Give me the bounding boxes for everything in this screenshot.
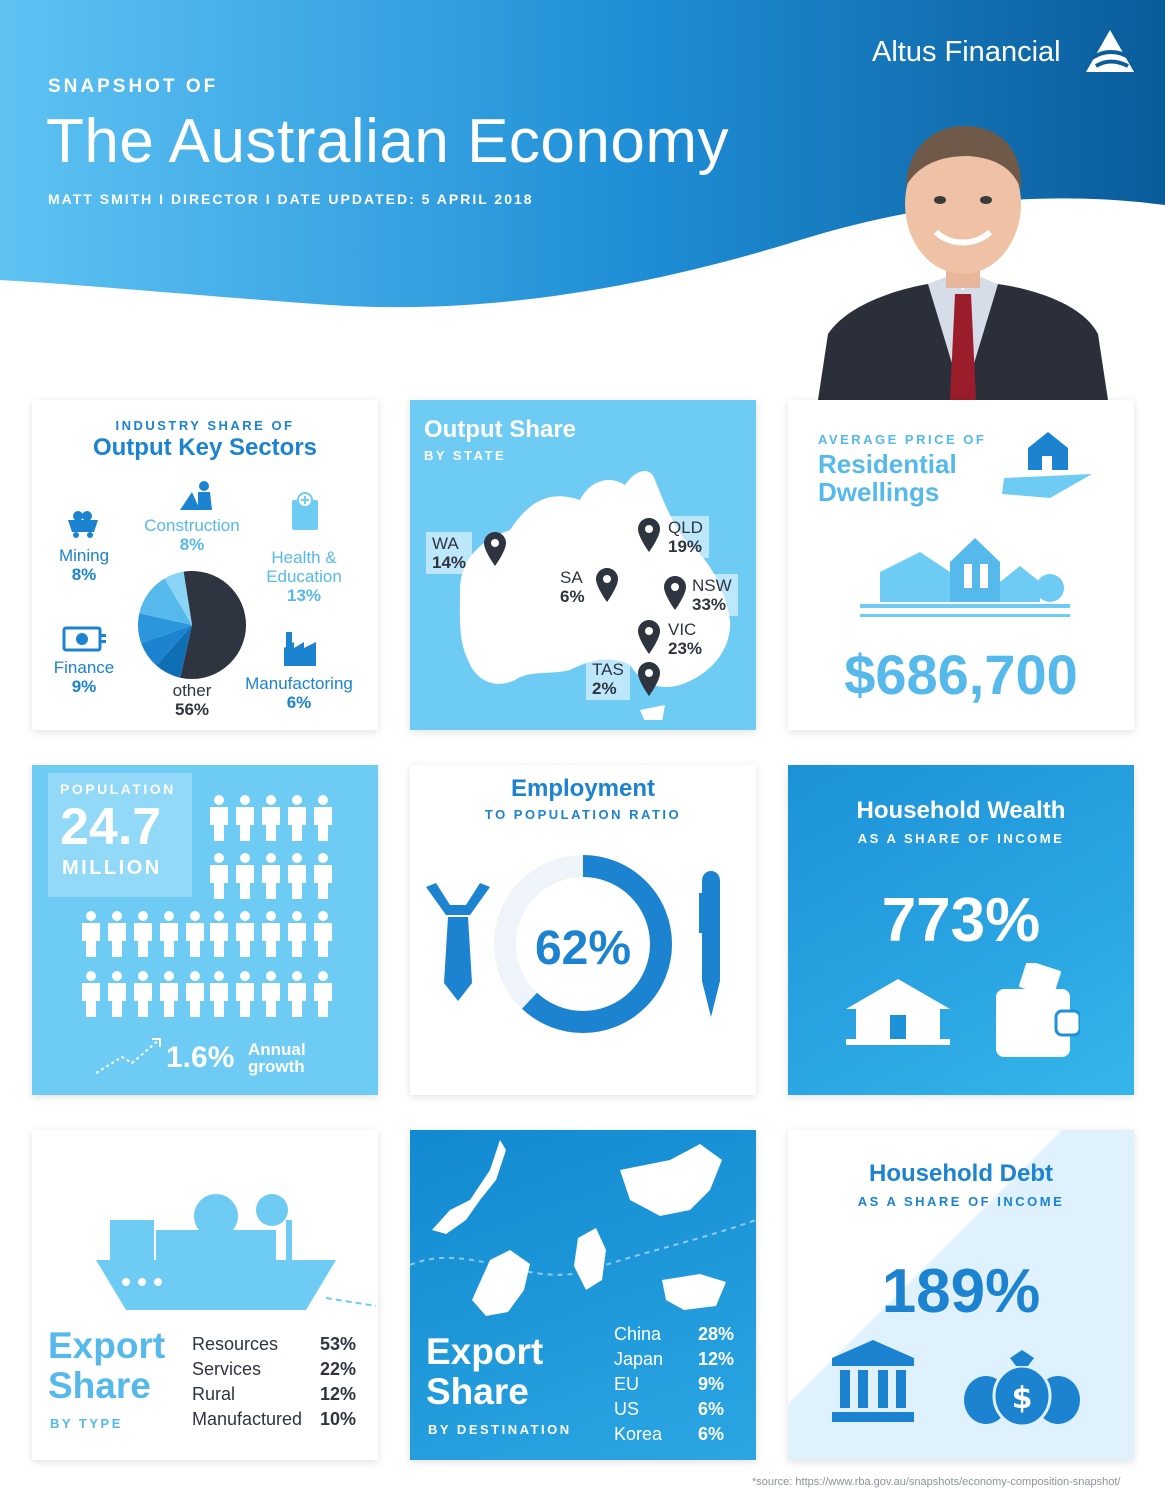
export-dest-subtitle: BY DESTINATION <box>428 1422 572 1437</box>
map-pin-icon <box>664 576 686 610</box>
person-icon <box>236 853 254 899</box>
wealth-title: Household Wealth <box>856 797 1066 824</box>
wealth-card <box>788 765 1134 1095</box>
money-bags-icon <box>964 1344 1080 1426</box>
pen-icon <box>696 871 726 1021</box>
page-title: The Australian Economy <box>46 107 730 176</box>
map-pin-icon <box>638 662 660 696</box>
houses-illustration <box>860 532 1070 632</box>
person-icon <box>160 971 178 1017</box>
debt-value: 189% <box>881 1257 1041 1326</box>
export-dest-row: EU 9% <box>614 1374 725 1394</box>
finance-cash-icon <box>62 624 108 654</box>
export-type-row: Resources 53% <box>192 1334 357 1354</box>
person-icon <box>314 911 332 957</box>
export-type-row: Services 22% <box>192 1359 357 1379</box>
person-icon <box>210 795 228 841</box>
person-icon <box>314 971 332 1017</box>
industry-pie-chart <box>137 560 247 690</box>
person-icon <box>108 911 126 957</box>
byline: MATT SMITH I DIRECTOR I DATE UPDATED: 5 APRIL 2018 <box>48 191 534 207</box>
map-pin-icon <box>596 568 618 602</box>
person-icon <box>236 795 254 841</box>
dwellings-price: $686,700 <box>844 643 1078 706</box>
person-icon <box>134 971 152 1017</box>
employment-title: Employment <box>510 775 656 802</box>
map-pin-icon <box>638 620 660 654</box>
export-type-subtitle: BY TYPE <box>50 1416 123 1431</box>
export-dest-list <box>614 1322 734 1447</box>
export-type-row: Rural 12% <box>192 1384 357 1404</box>
sector-other: other 56% <box>172 681 212 719</box>
output-state-card <box>410 400 756 730</box>
person-icon <box>288 795 306 841</box>
population-card <box>32 765 378 1095</box>
population-unit: MILLION <box>62 857 162 879</box>
world-regions-map <box>410 1130 756 1330</box>
person-icon <box>262 795 280 841</box>
state-vic: VIC 23% <box>662 618 708 660</box>
bank-icon <box>832 1340 914 1422</box>
person-icon <box>82 911 100 957</box>
export-type-row: Manufactured 10% <box>192 1409 357 1429</box>
export-type-list <box>192 1332 356 1432</box>
source-note: *source: https://www.rba.gov.au/snapshots/economy-composition-snapshot/ <box>752 1476 1121 1488</box>
person-icon <box>134 911 152 957</box>
export-dest-row: US 6% <box>614 1399 725 1419</box>
person-icon <box>210 971 228 1017</box>
state-tas: TAS 2% <box>586 658 630 700</box>
population-value: 24.7 <box>60 798 162 856</box>
export-type-title: Export Share <box>48 1325 166 1406</box>
necktie-icon <box>426 883 490 1005</box>
state-nsw: NSW 33% <box>686 574 738 616</box>
dwellings-title: Residential Dwellings <box>818 449 957 507</box>
sector-mining: Mining 8% <box>58 546 110 584</box>
population-kicker: POPULATION <box>60 781 176 797</box>
health-book-icon <box>288 492 322 532</box>
person-icon <box>236 911 254 957</box>
house-icon <box>846 979 950 1045</box>
state-sa: SA 6% <box>554 566 591 608</box>
industry-kicker: INDUSTRY SHARE OF <box>115 418 295 433</box>
industry-output-card <box>32 400 378 730</box>
export-destination-card <box>410 1130 756 1460</box>
export-dest-title: Export Share <box>426 1331 544 1412</box>
person-icon <box>314 853 332 899</box>
manufacturing-factory-icon <box>282 628 318 668</box>
debt-card <box>788 1130 1134 1460</box>
wealth-value: 773% <box>881 886 1041 955</box>
wallet-money-icon <box>994 963 1080 1059</box>
person-icon <box>210 911 228 957</box>
person-icon <box>160 911 178 957</box>
sector-finance: Finance 9% <box>53 658 115 696</box>
employment-value: 62% <box>534 922 632 975</box>
debt-subtitle: AS A SHARE OF INCOME <box>857 1194 1065 1209</box>
debt-title: Household Debt <box>869 1160 1053 1187</box>
dwellings-card <box>788 400 1134 730</box>
person-icon <box>210 853 228 899</box>
map-pin-icon <box>484 532 506 566</box>
map-pin-icon <box>638 518 660 552</box>
sector-construction: Construction 8% <box>144 516 240 554</box>
person-icon <box>288 853 306 899</box>
person-icon <box>288 971 306 1017</box>
header-kicker: SNAPSHOT OF <box>48 76 219 97</box>
cargo-ship-icon <box>96 1170 376 1320</box>
industry-title: Output Key Sectors <box>92 434 318 461</box>
dwellings-kicker: AVERAGE PRICE OF <box>818 432 987 447</box>
sector-manufacturing: Manufactoring 6% <box>245 674 353 712</box>
employment-subtitle: TO POPULATION RATIO <box>484 807 682 822</box>
wealth-subtitle: AS A SHARE OF INCOME <box>857 831 1065 846</box>
state-qld: QLD 19% <box>662 516 709 558</box>
person-icon <box>186 971 204 1017</box>
house-small-icon <box>1000 428 1096 504</box>
sector-health-education: Health & Education 13% <box>266 548 342 605</box>
employment-card <box>410 765 756 1095</box>
construction-worker-icon <box>178 480 214 512</box>
person-icon <box>236 971 254 1017</box>
person-icon <box>288 911 306 957</box>
brand-name: Altus Financial <box>872 36 1061 68</box>
output-state-title: Output Share <box>424 416 577 443</box>
growth-label: Annual growth <box>248 1040 306 1076</box>
person-icon <box>262 911 280 957</box>
person-icon <box>186 911 204 957</box>
person-icon <box>262 971 280 1017</box>
export-dest-row: Japan 12% <box>614 1349 735 1369</box>
export-dest-row: China 28% <box>614 1324 735 1344</box>
person-icon <box>314 795 332 841</box>
growth-value: 1.6% <box>166 1041 235 1074</box>
output-state-subtitle: BY STATE <box>424 448 507 463</box>
director-portrait <box>818 104 1108 400</box>
export-type-card <box>32 1130 378 1460</box>
mining-cart-icon <box>66 510 100 538</box>
person-icon <box>82 971 100 1017</box>
person-icon <box>262 853 280 899</box>
person-icon <box>108 971 126 1017</box>
altus-logo-icon <box>1084 28 1136 74</box>
svg-text:$: $ <box>1011 1381 1033 1416</box>
export-dest-row: Korea 6% <box>614 1424 725 1444</box>
state-wa: WA 14% <box>426 532 472 574</box>
